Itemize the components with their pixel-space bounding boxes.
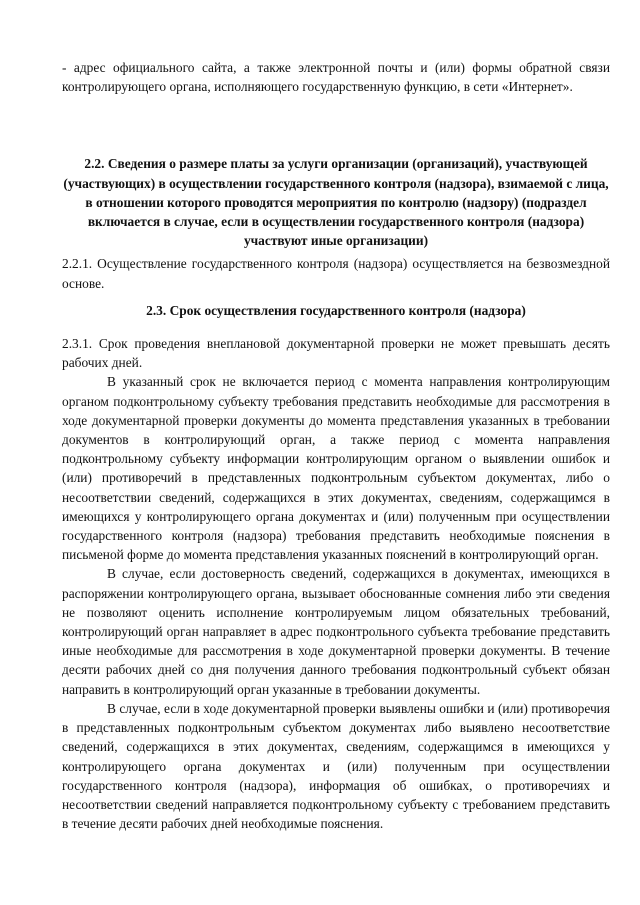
section-heading-2-3: 2.3. Срок осуществления государственного контроля (надзора) — [146, 302, 526, 318]
paragraph-reliability-doubts: В случае, если достоверность сведений, содержащихся в документах, имеющихся в распоряжении контролирующего органа, вызывает обоснованные сомнения либо эти сведения не позволяют оценить исполнение контролируемым лицом обязательных требований, контролирующий орган направляет в адрес подконтрольного субъекта требование представить иные необходимые для рассмотрения в ходе документарной проверки документы. В течение десяти рабочих дней со дня получения данного требования подконтрольный субъект обязан направить в контролирующий орган указанные в требовании документы. — [62, 566, 610, 697]
document-page — [62, 58, 610, 833]
paragraph-errors-found: В случае, если в ходе документарной проверки выявлены ошибки и (или) противоречия в представленных подконтрольным субъектом документах либо выявлено несоответствие сведений, содержащихся в этих документах, сведениям, содержащимся в имеющихся у контролирующего органа документах и (или) полученным при осуществлении государственного контроля (надзора), информация об ошибках, о противоречиях и несоответствии сведений направляется подконтрольному субъекту с требованием представить в течение десяти рабочих дней необходимые пояснения. — [62, 700, 610, 832]
paragraph-2-3-1: 2.3.1. Срок проведения внеплановой документарной проверки не может превышать десять рабочих дней. — [62, 336, 610, 371]
paragraph-2-2-1: 2.2.1. Осуществление государственного контроля (надзора) осуществляется на безвозмездной основе. — [62, 256, 610, 291]
section-heading-2-2: 2.2. Сведения о размере платы за услуги организации (организаций), участвующей (участвующих) в осуществлении государственного контроля (надзора), взимаемой с лица, в отношении которого проводятся мероприятия по контролю (надзору) (подраздел включается в случае, если в осуществлении государственного контроля (надзора) участвуют иные организации) — [63, 156, 609, 249]
intro-paragraph: - адрес официального сайта, а также электронной почты и (или) формы обратной связи контролирующего органа, исполняющего государственную функцию, в сети «Интернет». — [62, 60, 610, 95]
paragraph-excluded-period: В указанный срок не включается период с момента направления контролирующим органом подконтрольному субъекту требования представить необходимые для рассмотрения в ходе документарной проверки документы до момента представления указанных в требовании документов в контролирующий орган, а также период с момента направления подконтрольному субъекту информации контролирующим органом о выявлении ошибок и (или) противоречий в представленных подконтрольным субъектом документах, либо о несоответствии сведений, содержащихся в этих документах, сведениям, содержащимся в имеющихся у контролирующего органа документах и (или) полученным при осуществлении государственного контроля (надзора) требования представить необходимые пояснения в письменой форме до момента представления указанных пояснений в контролирующий орган. — [62, 374, 610, 563]
